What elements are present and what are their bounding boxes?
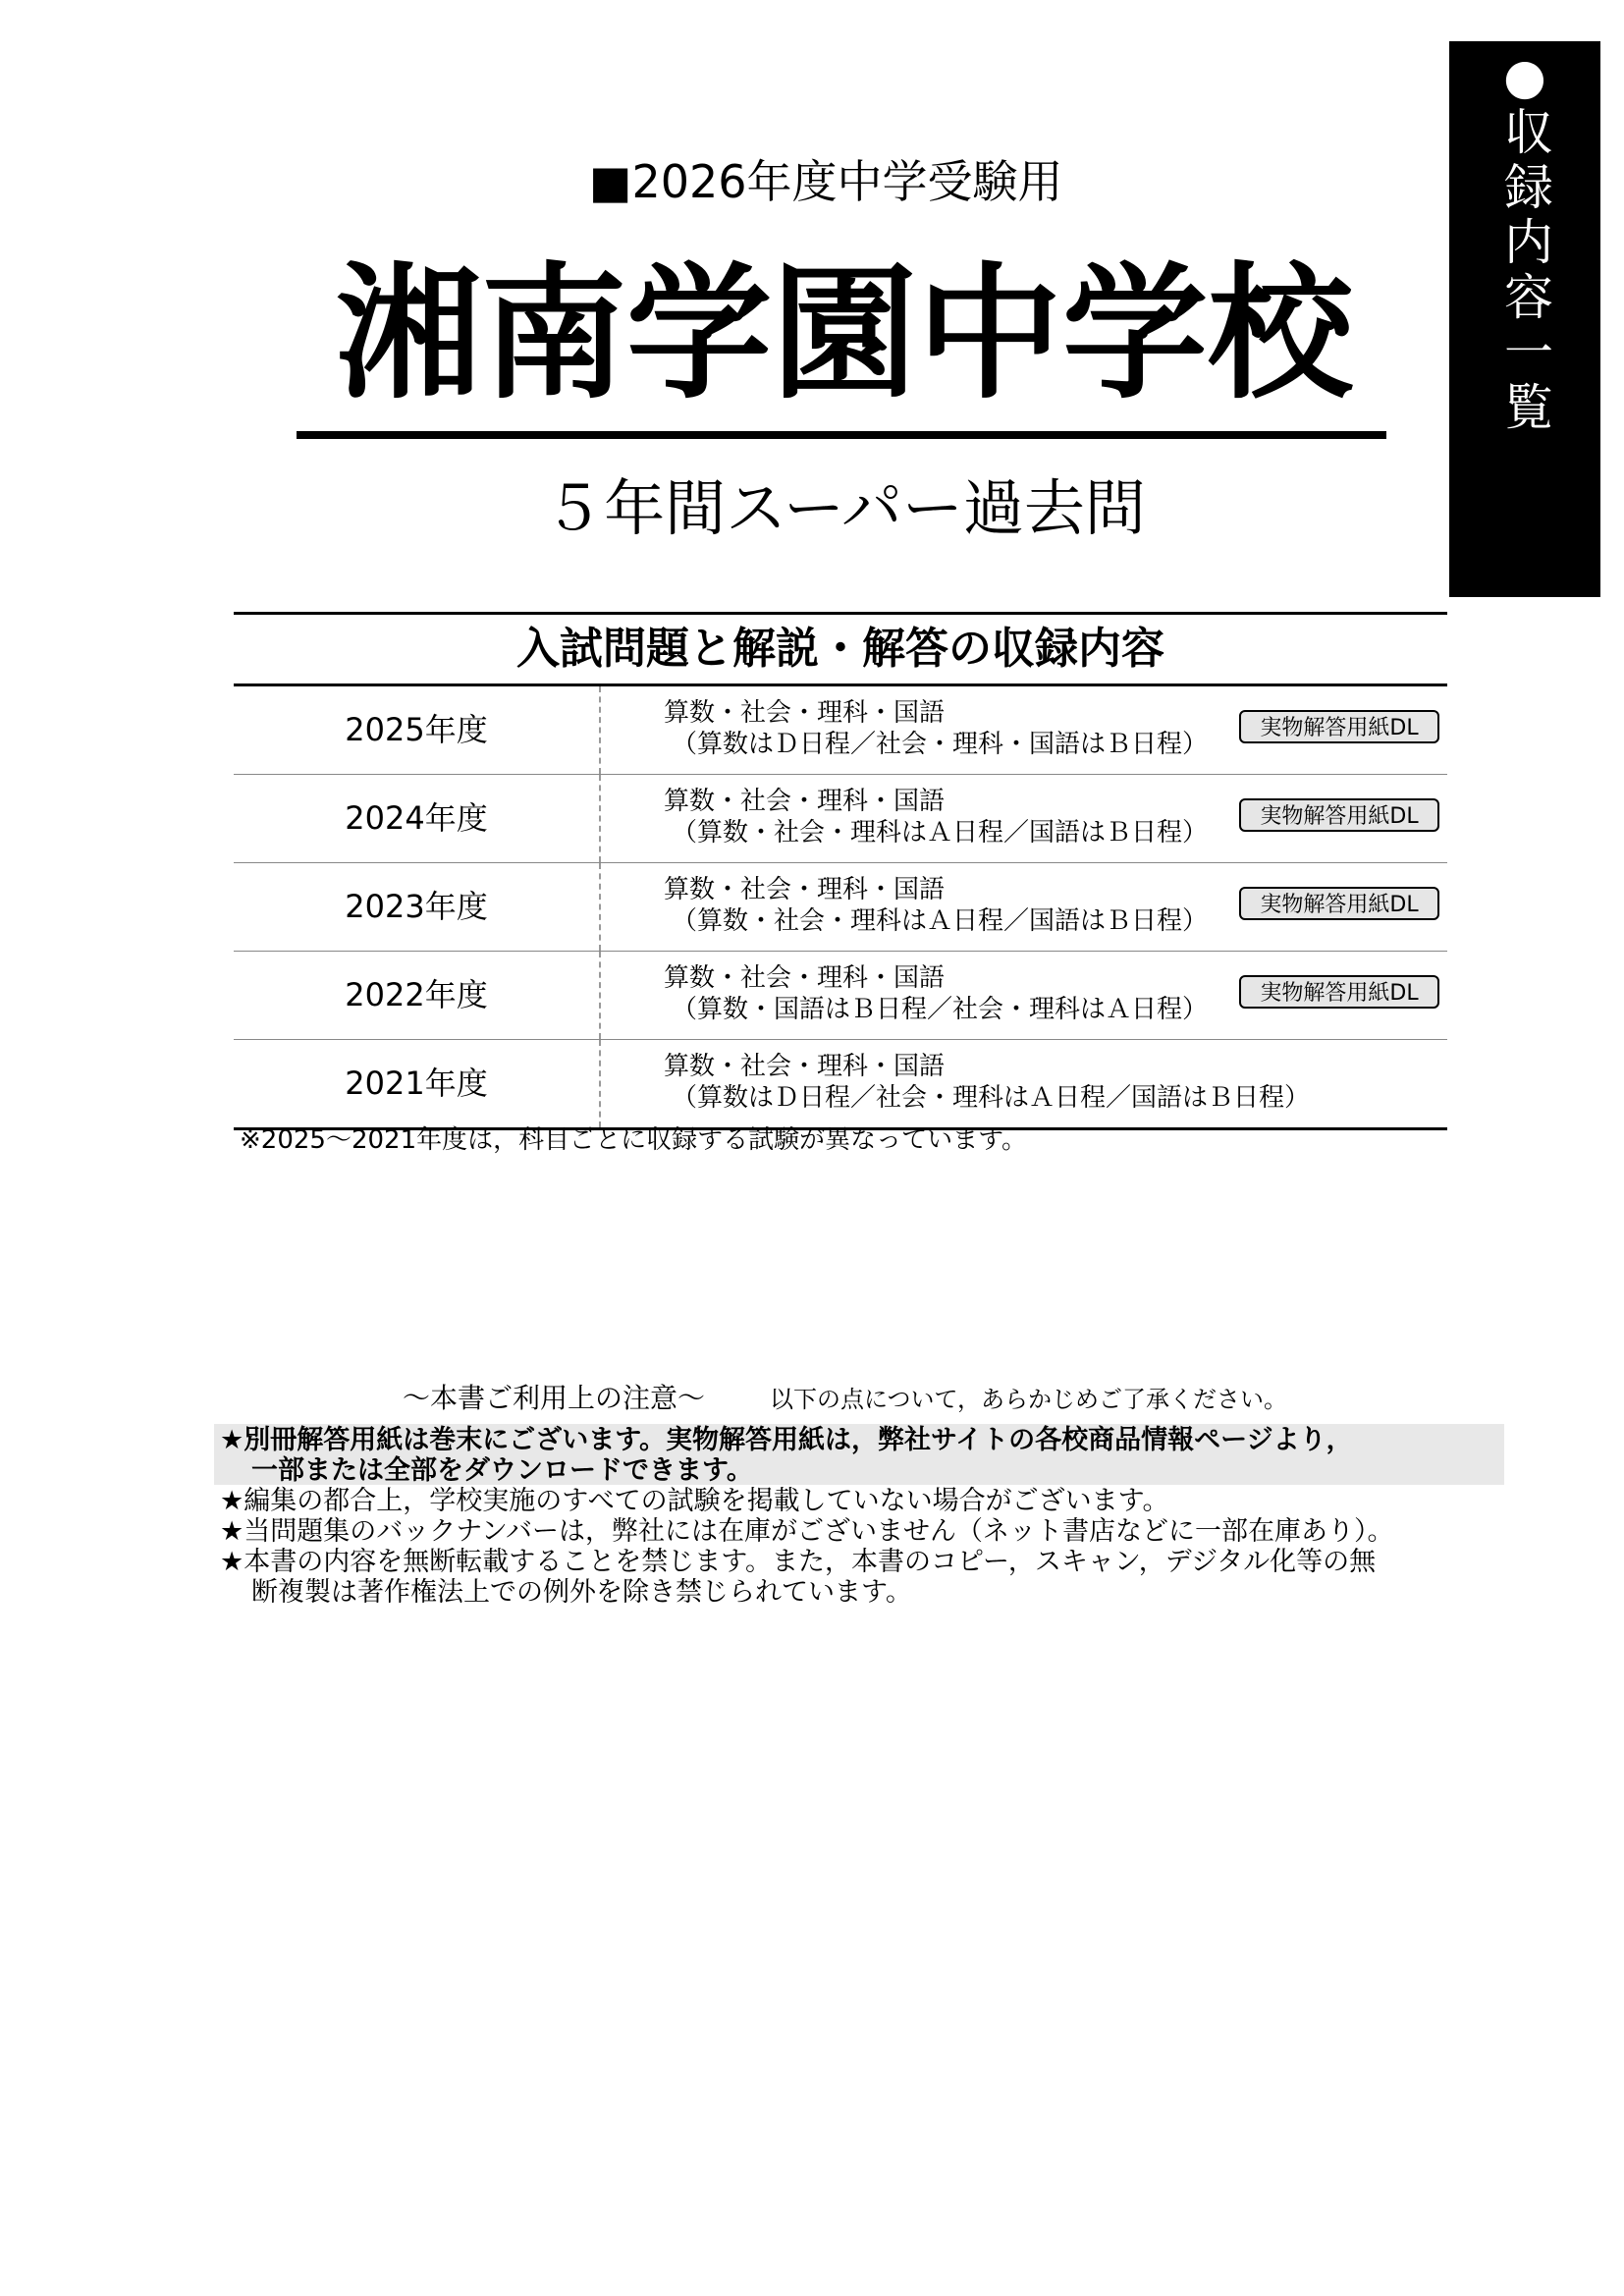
subjects-cell: 算数・社会・理科・国語: [664, 698, 946, 728]
side-tab: [1449, 41, 1600, 597]
year-cell: 2024年度: [345, 799, 488, 837]
year-cell: 2023年度: [345, 888, 488, 925]
table-row: [234, 863, 1447, 952]
dashed-divider: [599, 863, 601, 951]
exam-year-label: ■2026年度中学受験用: [589, 155, 1063, 208]
table-footnote: ※2025～2021年度は，科目ごとに収録する試験が異なっています。: [240, 1125, 1028, 1155]
note-line: ★別冊解答用紙は巻末にございます。実物解答用紙は，弊社サイトの各校商品情報ページより，: [220, 1425, 1353, 1455]
subjects-cell: 算数・社会・理科・国語: [664, 787, 946, 816]
note-line: ★当問題集のバックナンバーは，弊社には在庫がございません（ネット書店などに一部在庫あり）。: [220, 1516, 1394, 1547]
table-row: [234, 775, 1447, 863]
download-badge: 実物解答用紙DL: [1239, 887, 1439, 920]
table-row: [234, 686, 1447, 775]
note-line: 断複製は著作権法上での例外を除き禁じられています。: [251, 1577, 912, 1608]
download-badge: 実物解答用紙DL: [1239, 798, 1439, 832]
note-line: ★本書の内容を無断転載することを禁じます。また，本書のコピー，スキャン，デジタル化等の無: [220, 1547, 1377, 1577]
dashed-divider: [599, 952, 601, 1039]
table-row: [234, 952, 1447, 1040]
schedule-note: （算数はＤ日程／社会・理科・国語はＢ日程）: [672, 730, 1209, 759]
download-badge: 実物解答用紙DL: [1239, 710, 1439, 743]
year-cell: 2025年度: [345, 711, 488, 748]
dashed-divider: [599, 1040, 601, 1127]
contents-table: [234, 612, 1447, 1130]
schedule-note: （算数・社会・理科はＡ日程／国語はＢ日程）: [672, 906, 1209, 936]
school-name-title: 湘南学園中学校: [336, 249, 1353, 418]
schedule-note: （算数はＤ日程／社会・理科はＡ日程／国語はＢ日程）: [672, 1083, 1311, 1113]
subjects-cell: 算数・社会・理科・国語: [664, 1052, 946, 1081]
book-subtitle: ５年間スーパー過去問: [543, 472, 1146, 544]
title-underline: [297, 431, 1386, 439]
bullet-dot-icon: ●: [1503, 48, 1546, 105]
side-tab-label: 収録内容一覧: [1496, 106, 1553, 436]
subjects-cell: 算数・社会・理科・国語: [664, 963, 946, 993]
notes-heading: ～本書ご利用上の注意～: [403, 1382, 706, 1414]
table-heading: 入試問題と解説・解答の収録内容: [234, 612, 1447, 686]
schedule-note: （算数・国語はＢ日程／社会・理科はＡ日程）: [672, 995, 1209, 1024]
download-badge: 実物解答用紙DL: [1239, 975, 1439, 1009]
year-cell: 2021年度: [345, 1065, 488, 1102]
table-row: [234, 1040, 1447, 1130]
subjects-cell: 算数・社会・理科・国語: [664, 875, 946, 904]
note-line: ★編集の都合上，学校実施のすべての試験を掲載していない場合がございます。: [220, 1486, 1169, 1516]
dashed-divider: [599, 775, 601, 862]
note-line: 一部または全部をダウンロードできます。: [251, 1455, 753, 1486]
schedule-note: （算数・社会・理科はＡ日程／国語はＢ日程）: [672, 818, 1209, 847]
year-cell: 2022年度: [345, 976, 488, 1013]
dashed-divider: [599, 686, 601, 774]
notes-subheading: 以下の点について，あらかじめご了承ください。: [770, 1386, 1288, 1413]
